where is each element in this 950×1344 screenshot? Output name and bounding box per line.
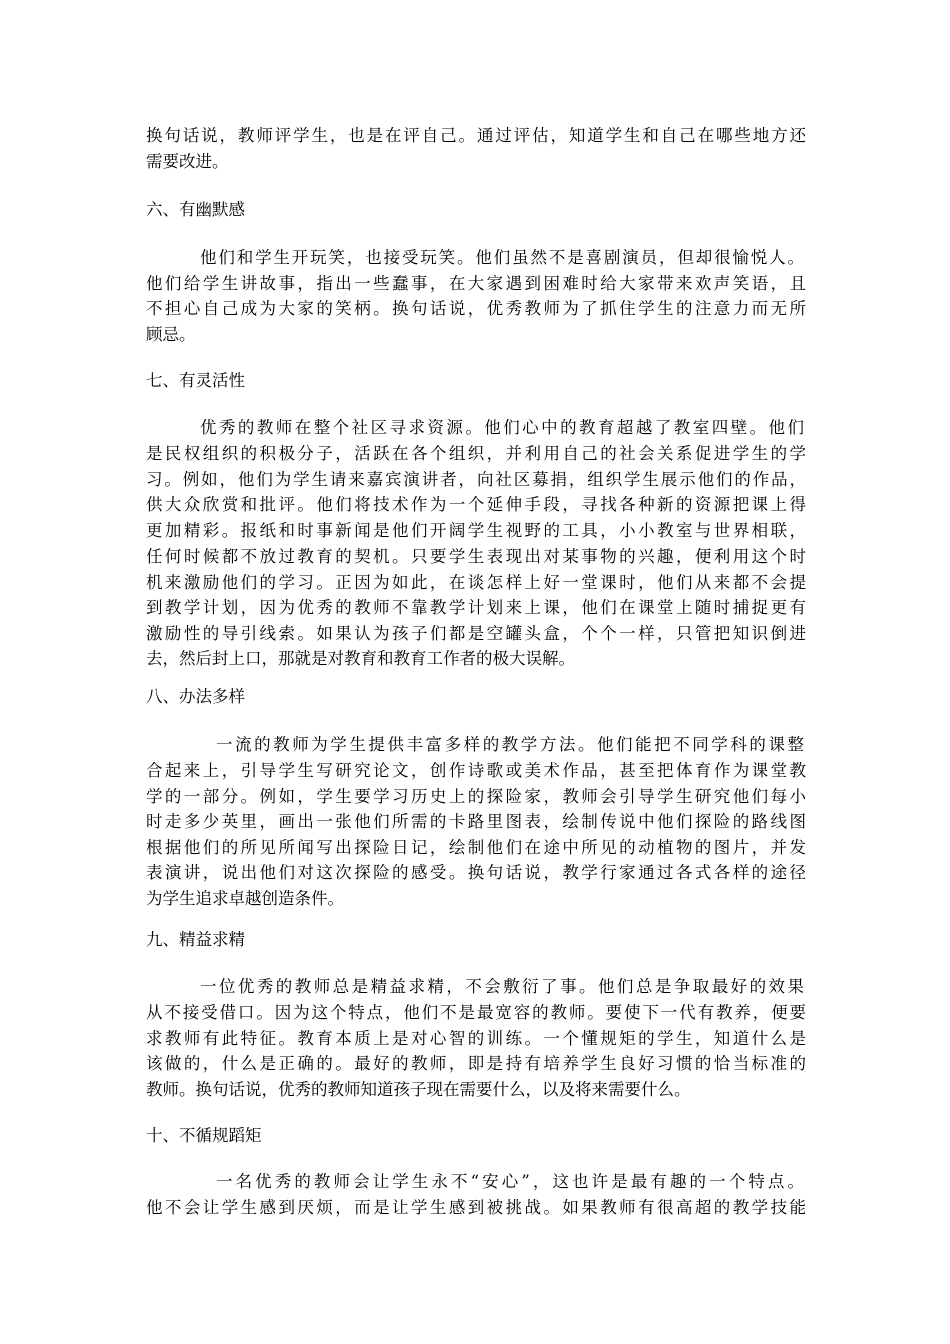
paragraph-line: 机来激励他们的学习。正因为如此，在谈怎样上好一堂课时，他们从来都不会提 <box>146 573 806 592</box>
paragraph-line: 到教学计划，因为优秀的教师不靠教学计划来上课，他们在课堂上随时捕捉更有 <box>146 598 806 617</box>
paragraph-line: 一位优秀的教师总是精益求精，不会敷衍了事。他们总是争取最好的效果 <box>200 977 804 996</box>
section-heading-6: 六、有幽默感 <box>146 200 245 219</box>
paragraph-line: 更加精彩。报纸和时事新闻是他们开阔学生视野的工具，小小教室与世界相联， <box>146 521 806 540</box>
paragraph-line: 供大众欣赏和批评。他们将技术作为一个延伸手段，寻找各种新的资源把课上得 <box>146 495 806 514</box>
paragraph-line: 他不会让学生感到厌烦，而是让学生感到被挑战。如果教师有很高超的教学技能 <box>146 1198 806 1217</box>
paragraph-line: 不担心自己成为大家的笑柄。换句话说，优秀教师为了抓住学生的注意力而无所 <box>146 299 806 318</box>
paragraph-line: 需要改进。 <box>146 152 229 171</box>
paragraph-line: 任何时候都不放过教育的契机。只要学生表现出对某事物的兴趣，便利用这个时 <box>146 547 806 566</box>
paragraph-line: 去，然后封上口，那就是对教育和教育工作者的极大误解。 <box>146 649 575 668</box>
paragraph-line: 他们和学生开玩笑，也接受玩笑。他们虽然不是喜剧演员，但却很愉悦人。 <box>200 248 804 267</box>
paragraph-line: 他们给学生讲故事，指出一些蠢事，在大家遇到困难时给大家带来欢声笑语，且 <box>146 274 806 293</box>
paragraph-line: 时走多少英里，画出一张他们所需的卡路里图表，绘制传说中他们探险的路线图 <box>146 812 806 831</box>
paragraph-line: 一流的教师为学生提供丰富多样的教学方法。他们能把不同学科的课整 <box>216 735 804 754</box>
paragraph-line: 从不接受借口。因为这个特点，他们不是最宽容的教师。要使下一代有教养，便要 <box>146 1003 806 1022</box>
paragraph-line: 学的一部分。例如，学生要学习历史上的探险家，教师会引导学生研究他们每小 <box>146 787 806 806</box>
paragraph-line: 表演讲，说出他们对这次探险的感受。换句话说，教学行家通过各式各样的途径 <box>146 863 806 882</box>
section-heading-7: 七、有灵活性 <box>146 371 245 390</box>
paragraph-line: 换句话说，教师评学生，也是在评自己。通过评估，知道学生和自己在哪些地方还 <box>146 126 806 145</box>
paragraph-line: 为学生追求卓越创造条件。 <box>146 889 344 908</box>
section-heading-9: 九、精益求精 <box>146 930 245 949</box>
paragraph-line: 一名优秀的教师会让学生永不“安心”，这也许是最有趣的一个特点。 <box>216 1172 804 1191</box>
paragraph-line: 顾忌。 <box>146 325 196 344</box>
paragraph-line: 优秀的教师在整个社区寻求资源。他们心中的教育超越了教室四壁。他们 <box>200 418 804 437</box>
section-heading-10: 十、不循规蹈矩 <box>146 1126 262 1145</box>
paragraph-line: 是民权组织的积极分子，活跃在各个组织，并利用自己的社会关系促进学生的学 <box>146 444 806 463</box>
section-heading-8: 八、办法多样 <box>146 687 245 706</box>
paragraph-line: 教师。换句话说，优秀的教师知道孩子现在需要什么，以及将来需要什么。 <box>146 1080 691 1099</box>
paragraph-line: 合起来上，引导学生写研究论文，创作诗歌或美术作品，甚至把体育作为课堂教 <box>146 761 806 780</box>
paragraph-line: 根据他们的所见所闻写出探险日记，绘制他们在途中所见的动植物的图片，并发 <box>146 838 806 857</box>
paragraph-line: 该做的，什么是正确的。最好的教师，即是持有培养学生良好习惯的恰当标准的 <box>146 1054 806 1073</box>
paragraph-line: 激励性的导引线索。如果认为孩子们都是空罐头盒，个个一样，只管把知识倒进 <box>146 624 806 643</box>
paragraph-line: 求教师有此特征。教育本质上是对心智的训练。一个懂规矩的学生，知道什么是 <box>146 1029 806 1048</box>
paragraph-line: 习。例如，他们为学生请来嘉宾演讲者，向社区募捐，组织学生展示他们的作品， <box>146 470 806 489</box>
